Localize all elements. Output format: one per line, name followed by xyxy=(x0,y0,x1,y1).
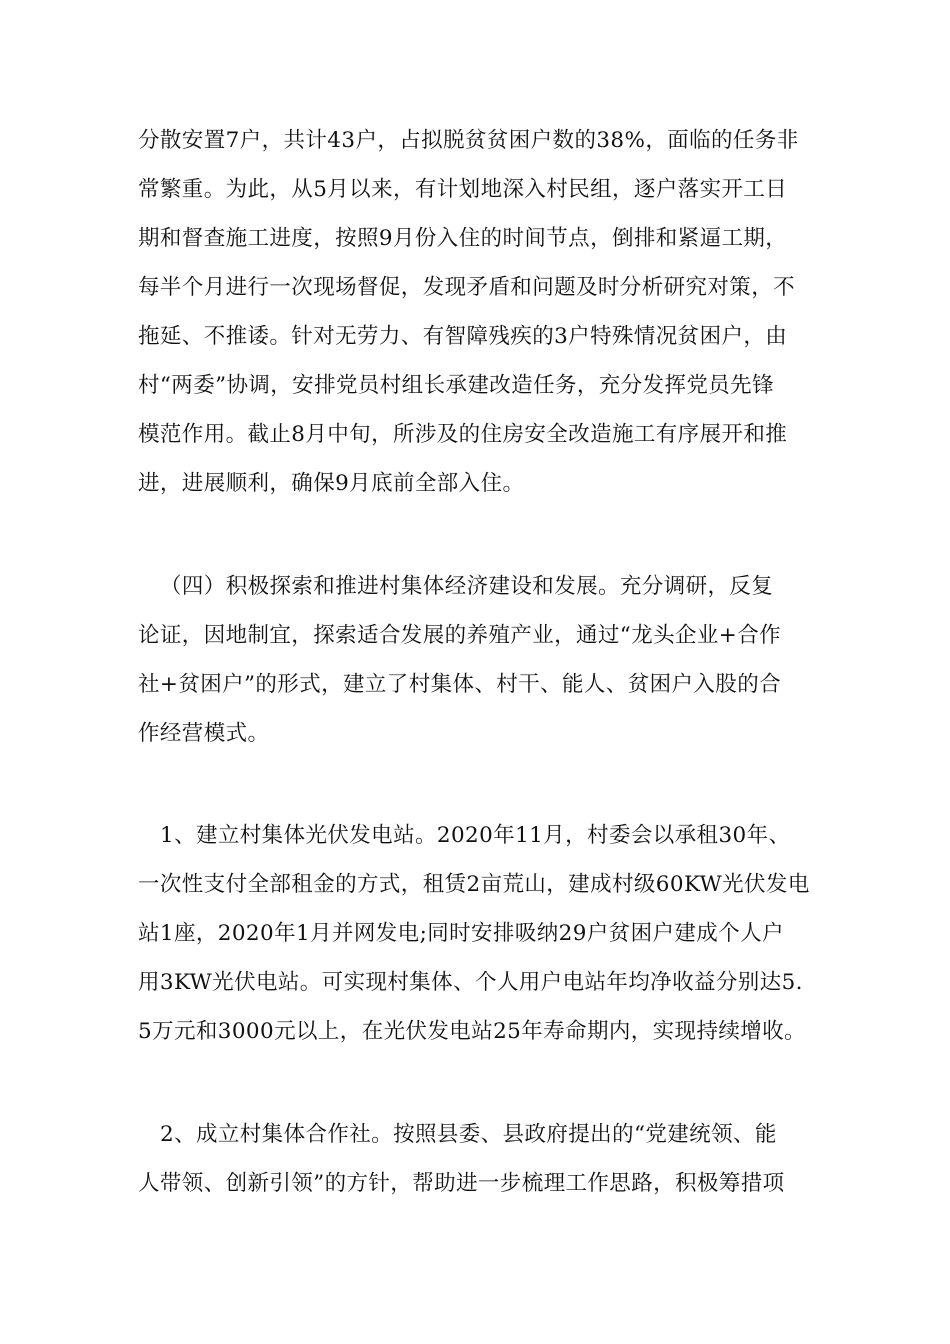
text-line: 社+贫困户”的形式，建立了村集体、村干、能人、贫困户入股的合 xyxy=(138,672,782,697)
text-line: 拖延、不推诿。针对无劳力、有智障残疾的3户特殊情况贫困户，由 xyxy=(138,324,788,349)
text-line: 5万元和3000元以上，在光伏发电站25年寿命期内，实现持续增收。 xyxy=(138,1019,806,1044)
text-line: 站1座，2020年1月并网发电;同时安排吸纳29户贫困户建成个人户 xyxy=(138,921,784,946)
text-line: 论证，因地制宜，探索适合发展的养殖产业，通过“龙头企业+合作 xyxy=(138,623,782,648)
text-line: 期和督查施工进度，按照9月份入住的时间节点，倒排和紧逼工期， xyxy=(138,226,788,251)
text-line: （四）积极探索和推进村集体经济建设和发展。充分调研，反复 xyxy=(160,574,774,599)
text-line: 每半个月进行一次现场督促，发现矛盾和问题及时分析研究对策，不 xyxy=(138,275,796,300)
text-line: 进，进展顺利，确保9月底前全部入住。 xyxy=(138,471,525,496)
text-line: 2、成立村集体合作社。按照县委、县政府提出的“党建统领、能 xyxy=(160,1122,777,1147)
text-line: 村“两委”协调，安排党员村组长承建改造任务，充分发挥党员先锋 xyxy=(138,373,774,398)
text-line: 作经营模式。 xyxy=(138,721,270,746)
text-line: 一次性支付全部租金的方式，租赁2亩荒山，建成村级60KW光伏发电 xyxy=(138,872,810,897)
text-line: 常繁重。为此，从5月以来，有计划地深入村民组，逐户落实开工日 xyxy=(138,177,788,202)
text-line: 模范作用。截止8月中旬，所涉及的住房安全改造施工有序展开和推 xyxy=(138,422,788,447)
text-line: 人带领、创新引领”的方针，帮助进一步梳理工作思路，积极筹措项 xyxy=(138,1171,785,1196)
text-line: 用3KW光伏电站。可实现村集体、个人用户电站年均净收益分别达5. xyxy=(138,970,803,995)
text-line: 分散安置7户，共计43户，占拟脱贫贫困户数的38%，面临的任务非 xyxy=(138,128,799,153)
text-line: 1、建立村集体光伏发电站。2020年11月，村委会以承租30年、 xyxy=(160,823,791,848)
